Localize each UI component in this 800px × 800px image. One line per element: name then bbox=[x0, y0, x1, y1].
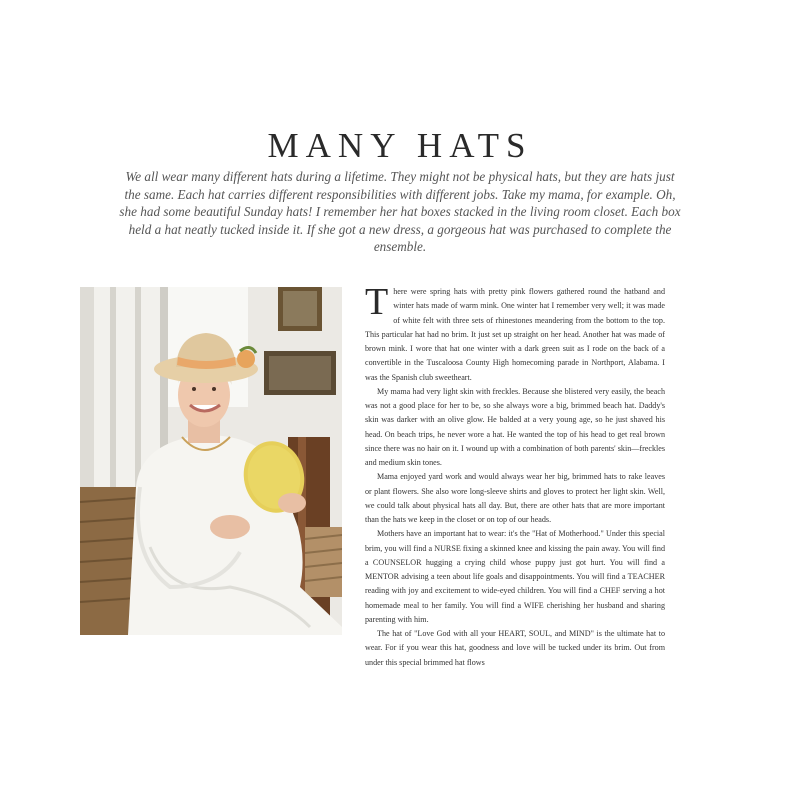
story-paragraph: The hat of "Love God with all your HEART, SOUL, and MIND" is the ultimate hat to wear. For if you wear this hat, goodness and love will be tucked under its brim. Out from under this special brimmed hat flows bbox=[365, 629, 665, 667]
page-title: MANY HATS bbox=[267, 126, 533, 165]
story-paragraph: Mothers have an important hat to wear: it's the "Hat of Motherhood." Under this special brim, you will find a NURSE fixing a skinned knee and kissing the pain away. You will find a COUNSELOR hugging a crying child whose puppy just got hurt. You will find a MENTOR advising a teen about life goals and disappointments. You will find a TEACHER reading with joy and excitement to wide-eyed children. You will find a CHEF serving a hot homemade meal to her family. You will find a WIFE cherishing her husband and sharing parenting with him. bbox=[365, 529, 665, 624]
story-text-column bbox=[365, 281, 665, 670]
drop-cap: T bbox=[365, 281, 389, 323]
story-paragraph-text: here were spring hats with pretty pink flowers gathered round the hatband and winter hats made of warm mink. One winter hat I remember very well; it was made of white felt with three sets of rhinestones meandering from the bottom to the top. This particular hat had no brim. It just set up straight on her head. Another hat was made of brown mink. I wore that hat one winter with a dark green suit as I rode on the back of a convertible in the Tuscaloosa County High homecoming parade in Northport, Alabama. I was the Spanish club sweetheart. bbox=[365, 287, 665, 382]
story-paragraph bbox=[365, 281, 665, 385]
story-paragraph: Mama enjoyed yard work and would always wear her big, brimmed hats to rake leaves or plant flowers. She also wore long-sleeve shirts and gloves to protect her light skin. Well, we could talk about physical hats all day. But, there are other hats that are more important than the hats we keep in the closet or on top of our heads. bbox=[365, 472, 665, 524]
story-paragraph: My mama had very light skin with freckles. Because she blistered very easily, the beach was not a good place for her to be, so she always wore a big, brimmed beach hat. Daddy's skin was darker with an olive glow. He balded at a very young age, so he just shaved his head. On beach trips, he never wore a hat. He wanted the top of his head to get real brown since there was no hair on it. I wound up with a combination of both parents' skin—freckles and medium skin tones. bbox=[365, 386, 665, 467]
intro-paragraph: We all wear many different hats during a lifetime. They might not be physical hats, but they are hats just the same. Each hat carries different responsibilities with different jobs. Take my mama, for example. Oh, she had some beautiful Sunday hats! I remember her hat boxes stacked in the living room closet. Each box held a hat neatly tucked inside it. If she got a new dress, a gorgeous hat was purchased to complete the ensemble. bbox=[119, 169, 681, 255]
woman-with-hat-photo bbox=[80, 287, 342, 635]
